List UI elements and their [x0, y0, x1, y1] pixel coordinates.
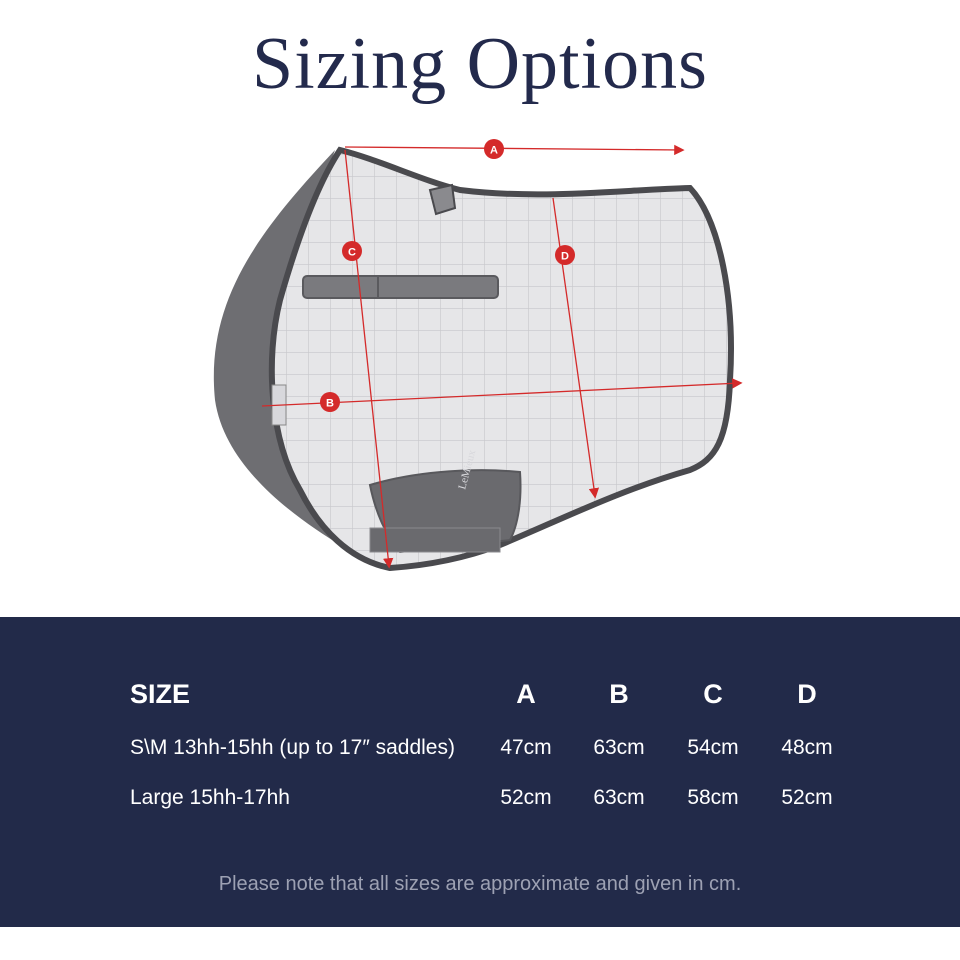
patch-label: [370, 528, 500, 552]
girth-strap: [303, 276, 498, 298]
header-size: SIZE: [130, 679, 191, 709]
guide-line-a: [345, 147, 682, 150]
table-row: [130, 736, 850, 776]
header-a: A: [516, 679, 536, 709]
svg-text:B: B: [326, 397, 334, 410]
size-table-panel: [0, 617, 960, 927]
row-size: S\M 13hh-15hh (up to 17″ saddles): [130, 736, 455, 759]
table-header-row: [130, 679, 850, 719]
table-row: [130, 786, 850, 826]
row-c: 54cm: [687, 736, 739, 759]
row-a: 52cm: [500, 786, 552, 809]
marker-d: [555, 245, 575, 265]
row-c: 58cm: [687, 786, 739, 809]
svg-text:D: D: [561, 250, 569, 263]
row-a: 47cm: [500, 736, 552, 759]
row-b: 63cm: [593, 786, 645, 809]
saddle-pad-diagram: [0, 120, 960, 600]
page-title: Sizing Options: [252, 23, 708, 105]
marker-a: [484, 139, 504, 159]
row-d: 52cm: [781, 786, 833, 809]
disclaimer-note: Please note that all sizes are approximate and given in cm.: [218, 873, 742, 895]
brand-logo: LeMieux: [456, 448, 479, 491]
row-d: 48cm: [781, 736, 833, 759]
marker-b: [320, 392, 340, 412]
header-d: D: [797, 679, 817, 709]
marker-c: [342, 241, 362, 261]
header-b: B: [609, 679, 629, 709]
row-size: Large 15hh-17hh: [130, 786, 290, 809]
header-c: C: [703, 679, 723, 709]
svg-text:A: A: [490, 144, 498, 157]
row-b: 63cm: [593, 736, 645, 759]
svg-text:C: C: [348, 246, 356, 259]
